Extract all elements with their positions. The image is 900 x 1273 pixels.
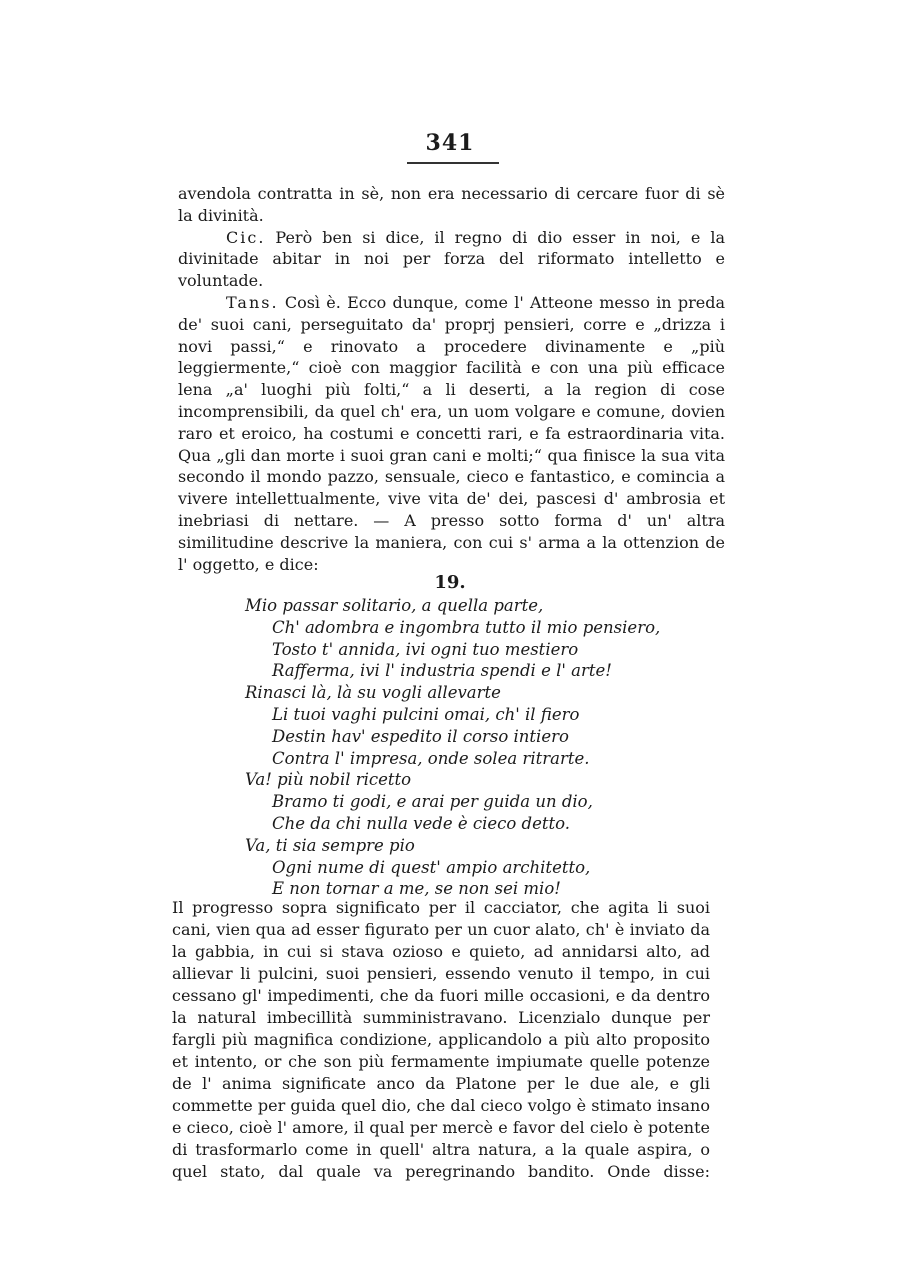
poem-line: Contra l' impresa, onde solea ritrarte. [272, 748, 590, 768]
paragraph-cic [178, 227, 725, 292]
paragraph-tans [178, 292, 725, 575]
paragraph-text: Però ben si dice, il regno di dio esser in noi, e la divinitade abitar in noi per forza del riformato intelletto e voluntade. [178, 227, 725, 291]
poem-line: Tosto t' annida, ivi ogni tuo mestiero [272, 639, 579, 659]
speaker-label: Tans. [226, 292, 279, 312]
poem-line: Bramo ti godi, e arai per guida un dio, [272, 792, 593, 812]
paragraph-text: avendola contratta in sè, non era necessario di cercare fuor di sè la divinità. [178, 184, 725, 225]
poem [245, 595, 725, 900]
poem-line: Rafferma, ivi l' industria spendi e l' arte! [272, 661, 612, 681]
prose-top [178, 183, 725, 575]
poem-line: Va, ti sia sempre pio [245, 835, 415, 855]
poem-line: Rinasci là, là su vogli allevarte [245, 683, 501, 703]
poem-line: Mio passar solitario, a quella parte, [245, 596, 544, 615]
paragraph-text: Così è. Ecco dunque, come l' Atteone messo in preda de' suoi cani, perseguitato da' proprj pensieri, corre e „drizza i novi passi,“ e rinovato a procedere divinamente e „più leggiermente,“ cioè con maggior facilità e con una più efficace lena „a' luoghi più folti,“ a li deserti, a la region di cose incomprensibili, da quel ch' era, un uom volgare e comune, dovien raro et eroico, ha costumi e concetti rari, e fa estraordinaria vita. Qua „gli dan morte i suoi gran cani e molti;“ qua finisce la sua vita secondo il mondo pazzo, sensuale, cieco e fantastico, e comincia a vivere intellettualmente, vive vita de' dei, pascesi d' ambrosia et inebriasi di nettare. — A presso sotto forma d' un' altra similitudine descrive la maniera, con cui s' arma a la ottenzion de l' oggetto, e dice: [178, 292, 725, 574]
poem-line: Li tuoi vaghi pulcini omai, ch' il fiero [272, 704, 580, 724]
stanza-number: 19. [434, 572, 466, 593]
poem-line: E non tornar a me, se non sei mio! [272, 879, 561, 899]
poem-line: Destin hav' espedito il corso intiero [272, 726, 569, 746]
paragraph-continuation [178, 183, 725, 227]
poem-line: Che da chi nulla vede è cieco detto. [272, 813, 571, 833]
prose-bottom [172, 897, 710, 1183]
poem-line: Va! più nobil ricetto [245, 770, 412, 790]
paragraph-commentary: Il progresso sopra significato per il cacciator, che agita li suoi cani, vien qua ad esser figurato per un cuor alato, ch' è inviato da la gabbia, in cui si stava ozioso e quieto, ad annidarsi alto, ad allievar li pulcini, suoi pensieri, essendo venuto il tempo, in cui cessano gl' impedimenti, che da fuori mille occasioni, e da dentro la natural imbecillità sumministravano. Licenzialo dunque per fargli più magnifica condizione, applicandolo a più alto proposito et intento, or che son più fermamente impiumate quelle potenze de l' anima significate anco da Platone per le due ale, e gli commette per guida quel dio, che dal cieco volgo è stimato insano e cieco, cioè l' amore, il qual per mercè e favor del cielo è potente di trasformarlo come in quell' altra natura, a la quale aspira, o quel stato, dal quale va peregrinando bandito. Onde disse: [172, 898, 710, 1181]
page-number: 341 [425, 130, 475, 156]
header-rule [407, 162, 499, 164]
poem-line: Ch' adombra e ingombra tutto il mio pensiero, [272, 617, 661, 637]
speaker-label: Cic. [226, 227, 266, 247]
poem-line: Ogni nume di quest' ampio architetto, [272, 857, 591, 877]
